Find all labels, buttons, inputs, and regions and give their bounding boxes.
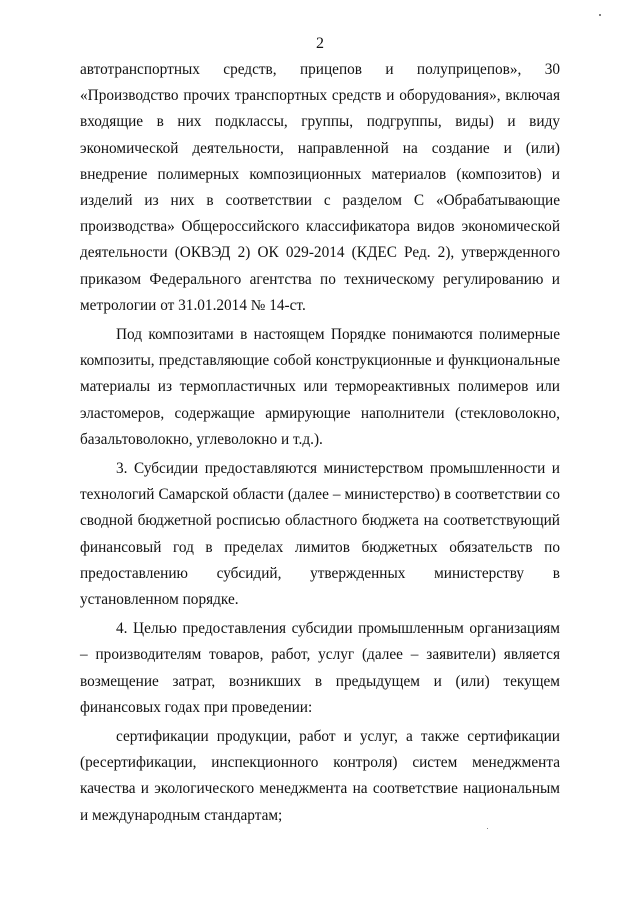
scan-speck [599,14,601,16]
paragraph-composites-definition: Под композитами в настоящем Порядке понимаются полимерные композиты, представляющие собой конструкционные и функциональные материалы из термопластичных или термореактивных полимеров или эластомеров, содержащие армирующие наполнители (стекловолокно, базальтоволокно, углеволокно и т.д.). [80,326,560,448]
paragraph-continuation: автотранспортных средств, прицепов и полуприцепов», 30 «Производство прочих транспортных средств и оборудования», включая входящие в них подклассы, группы, подгруппы, виды) и виду экономической деятельности, направленной на создание и (или) внедрение полимерных композиционных материалов (композитов) и изделий из них в соответствии с разделом С «Обрабатывающие производства» Общероссийского классификатора видов экономической деятельности (ОКВЭД 2) ОК 029-2014 (КДЕС Ред. 2), утвержденного приказом Федерального агентства по техническому регулированию и метрологии от 31.01.2014 № 14-ст. [80,61,560,314]
paragraph-certification: сертификации продукции, работ и услуг, а также сертификации (ресертификации, инспекционного контроля) систем менеджмента качества и экологического менеджмента на соответствие национальным и международным стандартам; [80,728,560,824]
page-number: 2 [316,35,324,52]
scan-speck [487,828,488,829]
paragraph-item-3: 3. Субсидии предоставляются министерством промышленности и технологий Самарской области (далее – министерство) в соответствии со сводной бюджетной росписью областного бюджета на соответствующий финансовый год в пределах лимитов бюджетных обязательств по предоставлению субсидий, утвержденных министерству в установленном порядке. [80,460,560,609]
paragraph-item-4: 4. Целью предоставления субсидии промышленным организациям – производителям товаров, работ, услуг (далее – заявители) является возмещение затрат, возникших в предыдущем и (или) текущем финансовых годах при проведении: [80,620,560,716]
document-body [80,57,560,829]
